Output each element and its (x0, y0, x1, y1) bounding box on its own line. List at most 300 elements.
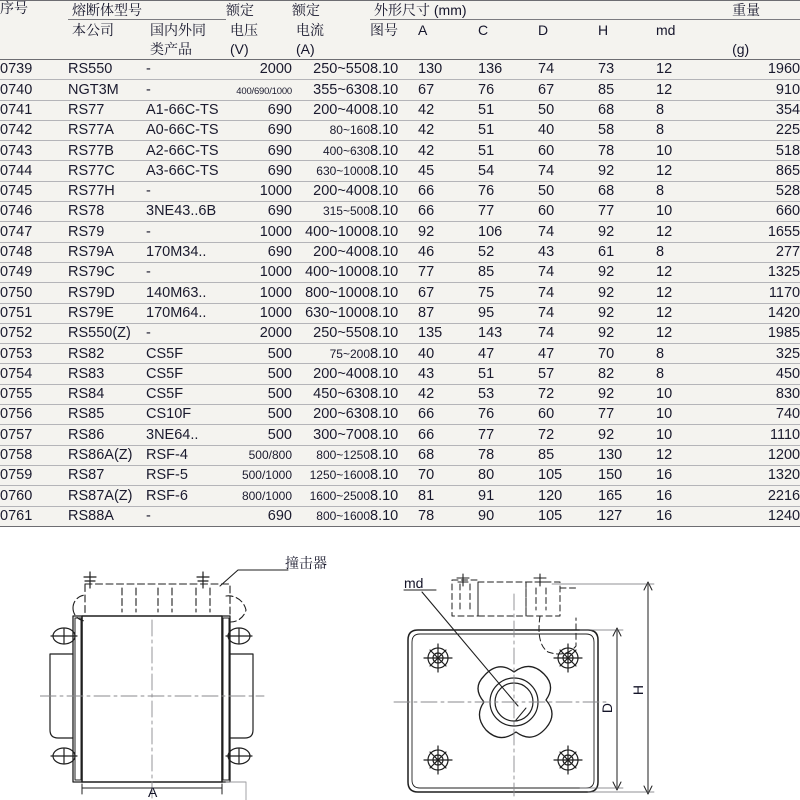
cell-equiv: - (146, 222, 226, 242)
cell-c: 76 (478, 80, 538, 100)
header-model-group (68, 1, 226, 21)
cell-a: 42 (418, 141, 478, 161)
header-weight-unit-cell (728, 40, 800, 60)
cell-seq: 0755 (0, 384, 68, 404)
cell-d: 85 (538, 445, 598, 465)
cell-own: RS87 (68, 465, 146, 485)
table-row (0, 486, 800, 506)
cell-wt: 1420 (728, 303, 800, 323)
header-voltage-line1-label: 额定 (226, 2, 254, 19)
cell-own: RS85 (68, 405, 146, 425)
cell-c: 106 (478, 222, 538, 242)
header-voltage-unit: (V) (230, 40, 249, 57)
cell-fig: 8.10 (370, 80, 418, 100)
header-dims-group-label: 外形尺寸 (mm) (370, 2, 728, 20)
cell-seq: 0759 (0, 465, 68, 485)
cell-fig: 8.10 (370, 202, 418, 222)
cell-h: 92 (598, 425, 656, 445)
cell-fig: 8.10 (370, 141, 418, 161)
cell-h: 92 (598, 161, 656, 181)
fuse-specification-table (0, 1, 800, 526)
cell-fig: 8.10 (370, 364, 418, 384)
cell-volt: 690 (226, 100, 292, 120)
cell-h: 82 (598, 364, 656, 384)
cell-wt: 830 (728, 384, 800, 404)
cell-curr (292, 486, 370, 506)
cell-own: RS88A (68, 506, 146, 526)
cell-fig: 8.10 (370, 445, 418, 465)
cell-equiv: A3-66C-TS (146, 161, 226, 181)
cell-volt: 1000 (226, 283, 292, 303)
cell-seq: 0742 (0, 120, 68, 140)
cell-curr: 250~550 (292, 323, 370, 343)
cell-d: 74 (538, 222, 598, 242)
table-row (0, 364, 800, 384)
cell-wt: 740 (728, 405, 800, 425)
cell-volt: 1000 (226, 303, 292, 323)
cell-c: 76 (478, 405, 538, 425)
cell-volt (226, 486, 292, 506)
cell-volt: 2000 (226, 60, 292, 80)
table-row (0, 445, 800, 465)
table-row (0, 344, 800, 364)
cell-wt: 1655 (728, 222, 800, 242)
cell-equiv: A1-66C-TS (146, 100, 226, 120)
cell-curr (292, 465, 370, 485)
cell-equiv: CS5F (146, 364, 226, 384)
cell-md: 16 (656, 465, 728, 485)
cell-seq: 0739 (0, 60, 68, 80)
cell-wt: 528 (728, 181, 800, 201)
cell-md: 12 (656, 262, 728, 282)
cell-h: 92 (598, 283, 656, 303)
cell-own: RS83 (68, 364, 146, 384)
cell-md: 12 (656, 161, 728, 181)
cell-curr: 300~700 (292, 425, 370, 445)
cell-equiv: A2-66C-TS (146, 141, 226, 161)
cell-md: 10 (656, 141, 728, 161)
cell-volt: 500 (226, 405, 292, 425)
cell-wt: 277 (728, 242, 800, 262)
cell-volt: 2000 (226, 323, 292, 343)
cell-fig: 8.10 (370, 120, 418, 140)
cell-curr (292, 202, 370, 222)
cell-d: 43 (538, 242, 598, 262)
cell-h: 77 (598, 202, 656, 222)
cell-a: 130 (418, 60, 478, 80)
cell-c: 51 (478, 100, 538, 120)
cell-d: 74 (538, 303, 598, 323)
cell-a: 42 (418, 384, 478, 404)
cell-seq: 0745 (0, 181, 68, 201)
striker-label: 撞击器 (285, 556, 327, 572)
cell-volt-text: 500/800 (248, 448, 292, 463)
header-weight (728, 1, 800, 21)
cell-d: 57 (538, 364, 598, 384)
cell-equiv: CS5F (146, 384, 226, 404)
cell-curr (292, 506, 370, 526)
cell-seq: 0744 (0, 161, 68, 181)
cell-seq: 0754 (0, 364, 68, 384)
cell-md: 10 (656, 202, 728, 222)
cell-md: 10 (656, 405, 728, 425)
header-voltage-line1 (226, 1, 292, 21)
table-row (0, 222, 800, 242)
cell-curr: 400~1000 (292, 222, 370, 242)
cell-seq: 0751 (0, 303, 68, 323)
cell-c: 52 (478, 242, 538, 262)
header-current-line2-label: 电流 (296, 21, 324, 38)
cell-md: 16 (656, 506, 728, 526)
table-row (0, 465, 800, 485)
cell-a: 43 (418, 364, 478, 384)
cell-d: 74 (538, 161, 598, 181)
cell-fig: 8.10 (370, 303, 418, 323)
dimension-d-label: D (599, 702, 615, 714)
cell-volt (226, 465, 292, 485)
cell-equiv: A0-66C-TS (146, 120, 226, 140)
cell-curr (292, 445, 370, 465)
cell-c: 136 (478, 60, 538, 80)
header-weight-label: 重量 (728, 2, 800, 20)
cell-md: 8 (656, 364, 728, 384)
cell-equiv: - (146, 80, 226, 100)
header-d (538, 21, 598, 40)
cell-volt: 500 (226, 344, 292, 364)
cell-volt: 500 (226, 425, 292, 445)
cell-fig: 8.10 (370, 384, 418, 404)
header-current-line1-label: 额定 (292, 2, 320, 19)
cell-fig: 8.10 (370, 262, 418, 282)
cell-own: NGT3M (68, 80, 146, 100)
cell-seq: 0740 (0, 80, 68, 100)
cell-c: 95 (478, 303, 538, 323)
cell-d: 74 (538, 60, 598, 80)
cell-a: 68 (418, 445, 478, 465)
cell-own: RS77 (68, 100, 146, 120)
cell-equiv: CS5F (146, 344, 226, 364)
cell-fig: 8.10 (370, 425, 418, 445)
cell-c: 85 (478, 262, 538, 282)
table-row (0, 262, 800, 282)
cell-volt (226, 445, 292, 465)
cell-md: 12 (656, 80, 728, 100)
header-fig-label: 图号 (370, 21, 398, 38)
cell-md: 12 (656, 222, 728, 242)
cell-d: 72 (538, 384, 598, 404)
cell-d: 60 (538, 141, 598, 161)
header-model-equiv-line2: 类产品 (150, 40, 192, 57)
cell-fig: 8.10 (370, 344, 418, 364)
cell-equiv: CS10F (146, 405, 226, 425)
cell-c: 51 (478, 120, 538, 140)
cell-wt: 865 (728, 161, 800, 181)
header-h-spacer (598, 40, 656, 60)
header-h (598, 21, 656, 40)
cell-volt-text: 800/1000 (241, 488, 292, 503)
cell-equiv: 3NE64.. (146, 425, 226, 445)
cell-a: 66 (418, 425, 478, 445)
cell-h: 165 (598, 486, 656, 506)
cell-c: 143 (478, 323, 538, 343)
header-h-label: H (598, 21, 609, 38)
fuse-plan-view-drawing (380, 548, 720, 800)
cell-volt (226, 80, 292, 100)
cell-equiv: - (146, 60, 226, 80)
cell-volt: 690 (226, 161, 292, 181)
technical-drawings (0, 548, 800, 800)
cell-equiv: RSF-6 (146, 486, 226, 506)
cell-a: 135 (418, 323, 478, 343)
header-weight-unit: (g) (732, 40, 750, 57)
cell-md: 12 (656, 60, 728, 80)
header-d-spacer (538, 40, 598, 60)
cell-equiv: RSF-4 (146, 445, 226, 465)
cell-wt: 1240 (728, 506, 800, 526)
cell-equiv: RSF-5 (146, 465, 226, 485)
cell-md: 8 (656, 100, 728, 120)
cell-seq: 0752 (0, 323, 68, 343)
cell-d: 40 (538, 120, 598, 140)
dimension-a-label: A (148, 784, 158, 800)
cell-curr-text: 800~1250 (316, 448, 370, 463)
cell-d: 50 (538, 181, 598, 201)
cell-own: RS79 (68, 222, 146, 242)
header-md (656, 21, 728, 40)
cell-fig: 8.10 (370, 486, 418, 506)
cell-h: 68 (598, 181, 656, 201)
header-fig-spacer (370, 40, 418, 60)
cell-a: 92 (418, 222, 478, 242)
cell-curr: 200~400 (292, 242, 370, 262)
cell-seq: 0761 (0, 506, 68, 526)
header-model-group-label: 熔断体型号 (68, 2, 226, 20)
cell-a: 45 (418, 161, 478, 181)
cell-own: RS78 (68, 202, 146, 222)
cell-h: 77 (598, 405, 656, 425)
header-current-unit-cell (292, 40, 370, 60)
cell-volt: 1000 (226, 181, 292, 201)
table-row (0, 323, 800, 343)
cell-curr: 200~400 (292, 181, 370, 201)
table-row (0, 202, 800, 222)
table-header (0, 1, 800, 60)
cell-h: 68 (598, 100, 656, 120)
cell-h: 61 (598, 242, 656, 262)
cell-wt: 1170 (728, 283, 800, 303)
table-row (0, 405, 800, 425)
cell-curr-text: 800~1600 (316, 509, 370, 524)
cell-own: RS87A(Z) (68, 486, 146, 506)
cell-md: 8 (656, 242, 728, 262)
header-fig (370, 21, 418, 40)
header-c-spacer (478, 40, 538, 60)
cell-own: RS79D (68, 283, 146, 303)
cell-equiv: - (146, 181, 226, 201)
cell-d: 60 (538, 202, 598, 222)
cell-a: 66 (418, 405, 478, 425)
cell-md: 8 (656, 120, 728, 140)
header-model-own (68, 21, 146, 40)
header-model-own-label: 本公司 (72, 21, 114, 38)
cell-curr-text: 1250~1600 (309, 468, 370, 483)
cell-fig: 8.10 (370, 242, 418, 262)
cell-volt: 1000 (226, 262, 292, 282)
table-row (0, 141, 800, 161)
header-model-equiv-line1: 国内外同 (150, 21, 206, 38)
cell-wt: 518 (728, 141, 800, 161)
table-row (0, 506, 800, 526)
cell-wt: 660 (728, 202, 800, 222)
cell-wt: 225 (728, 120, 800, 140)
cell-seq: 0748 (0, 242, 68, 262)
cell-fig: 8.10 (370, 222, 418, 242)
cell-seq: 0750 (0, 283, 68, 303)
table-row (0, 120, 800, 140)
table-row (0, 384, 800, 404)
cell-h: 70 (598, 344, 656, 364)
cell-wt: 2216 (728, 486, 800, 506)
table-row (0, 425, 800, 445)
cell-own: RS77A (68, 120, 146, 140)
cell-curr: 450~630 (292, 384, 370, 404)
cell-own: RS82 (68, 344, 146, 364)
cell-d: 50 (538, 100, 598, 120)
cell-d: 120 (538, 486, 598, 506)
cell-a: 42 (418, 100, 478, 120)
cell-c: 90 (478, 506, 538, 526)
cell-d: 67 (538, 80, 598, 100)
cell-curr (292, 141, 370, 161)
header-seq-label: 序号 (0, 0, 28, 16)
cell-c: 77 (478, 425, 538, 445)
cell-seq: 0743 (0, 141, 68, 161)
cell-own: RS79E (68, 303, 146, 323)
cell-curr: 200~400 (292, 364, 370, 384)
table-row (0, 100, 800, 120)
cell-equiv: 170M34.. (146, 242, 226, 262)
header-a (418, 21, 478, 40)
cell-h: 130 (598, 445, 656, 465)
cell-md: 12 (656, 323, 728, 343)
cell-a: 78 (418, 506, 478, 526)
header-model-own-spacer (68, 40, 146, 60)
cell-a: 67 (418, 283, 478, 303)
cell-md: 12 (656, 445, 728, 465)
cell-volt: 500 (226, 364, 292, 384)
cell-volt: 1000 (226, 222, 292, 242)
cell-own: RS550(Z) (68, 323, 146, 343)
cell-own: RS77H (68, 181, 146, 201)
cell-volt: 690 (226, 242, 292, 262)
cell-wt: 1110 (728, 425, 800, 445)
cell-curr: 200~400 (292, 100, 370, 120)
cell-seq: 0747 (0, 222, 68, 242)
cell-h: 92 (598, 303, 656, 323)
cell-own: RS84 (68, 384, 146, 404)
cell-curr-text: 315~500 (322, 204, 370, 219)
cell-md: 10 (656, 384, 728, 404)
cell-own: RS77C (68, 161, 146, 181)
cell-a: 40 (418, 344, 478, 364)
cell-c: 77 (478, 202, 538, 222)
cell-fig: 8.10 (370, 405, 418, 425)
cell-seq: 0741 (0, 100, 68, 120)
cell-c: 91 (478, 486, 538, 506)
dimension-h-label: H (630, 684, 646, 696)
cell-d: 74 (538, 262, 598, 282)
cell-a: 81 (418, 486, 478, 506)
cell-d: 72 (538, 425, 598, 445)
cell-wt: 1985 (728, 323, 800, 343)
cell-h: 92 (598, 262, 656, 282)
cell-h: 150 (598, 465, 656, 485)
cell-volt: 690 (226, 141, 292, 161)
cell-c: 51 (478, 364, 538, 384)
cell-curr (292, 120, 370, 140)
cell-equiv: 3NE43..6B (146, 202, 226, 222)
cell-d: 105 (538, 465, 598, 485)
cell-own: RS79C (68, 262, 146, 282)
cell-equiv: - (146, 323, 226, 343)
cell-equiv: 140M63.. (146, 283, 226, 303)
cell-wt: 1200 (728, 445, 800, 465)
cell-c: 54 (478, 161, 538, 181)
cell-c: 53 (478, 384, 538, 404)
cell-curr-text: 400~630 (322, 143, 370, 158)
cell-h: 92 (598, 222, 656, 242)
header-voltage-line2-label: 电压 (230, 21, 258, 38)
cell-c: 75 (478, 283, 538, 303)
cell-h: 78 (598, 141, 656, 161)
cell-a: 77 (418, 262, 478, 282)
cell-curr (292, 161, 370, 181)
cell-fig: 8.10 (370, 465, 418, 485)
table-row (0, 303, 800, 323)
cell-h: 85 (598, 80, 656, 100)
cell-curr: 200~630 (292, 405, 370, 425)
cell-md: 12 (656, 283, 728, 303)
cell-fig: 8.10 (370, 181, 418, 201)
cell-h: 92 (598, 323, 656, 343)
cell-seq: 0758 (0, 445, 68, 465)
cell-volt: 690 (226, 202, 292, 222)
header-c-label: C (478, 21, 489, 38)
cell-h: 58 (598, 120, 656, 140)
cell-fig: 8.10 (370, 161, 418, 181)
cell-equiv: - (146, 506, 226, 526)
cell-c: 47 (478, 344, 538, 364)
cell-c: 76 (478, 181, 538, 201)
cell-seq: 0757 (0, 425, 68, 445)
cell-h: 92 (598, 384, 656, 404)
cell-fig: 8.10 (370, 100, 418, 120)
cell-a: 66 (418, 202, 478, 222)
header-md-spacer (656, 40, 728, 60)
cell-curr: 800~1000 (292, 283, 370, 303)
cell-wt: 1325 (728, 262, 800, 282)
header-a-spacer (418, 40, 478, 60)
cell-seq: 0756 (0, 405, 68, 425)
cell-own: RS550 (68, 60, 146, 80)
cell-wt: 354 (728, 100, 800, 120)
cell-d: 105 (538, 506, 598, 526)
cell-curr-text: 630~1000 (316, 163, 370, 178)
cell-wt: 1960 (728, 60, 800, 80)
table-row (0, 80, 800, 100)
table-row (0, 181, 800, 201)
header-model-equiv-line2-cell (146, 40, 226, 60)
